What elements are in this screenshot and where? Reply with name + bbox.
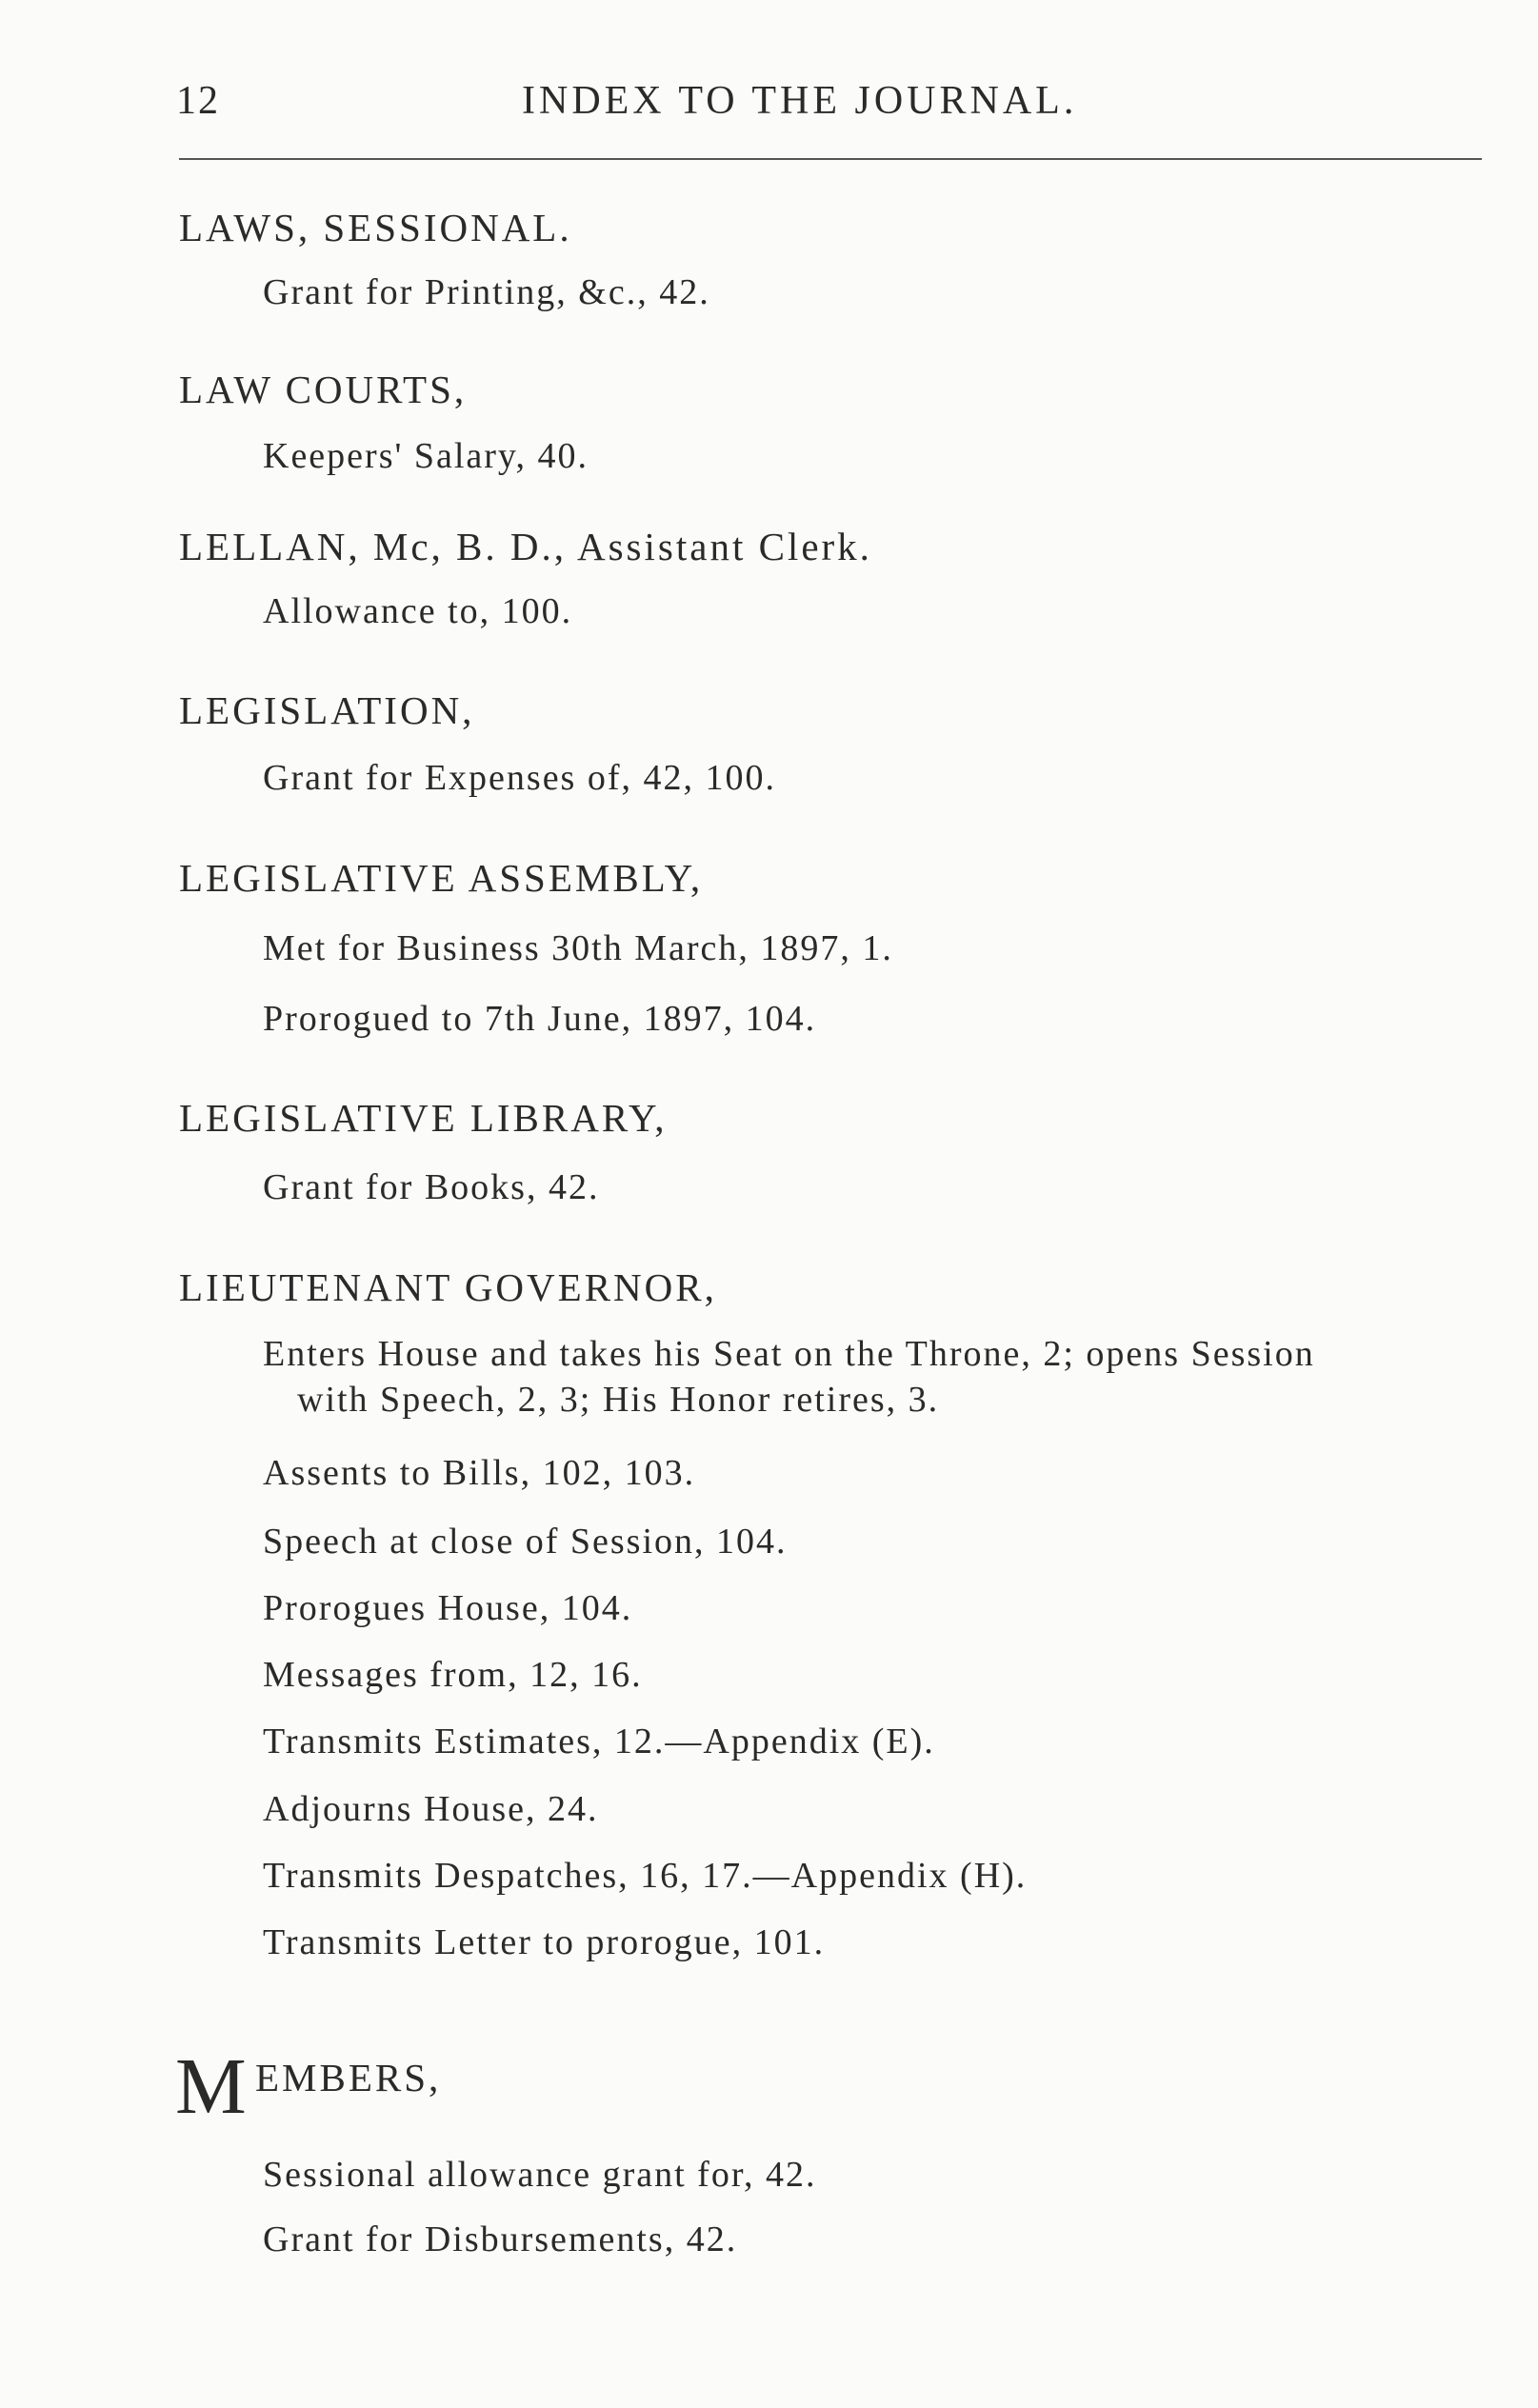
index-heading: LAW COURTS, — [179, 368, 468, 411]
index-subentry: Transmits Letter to prorogue, 101. — [263, 1922, 826, 1962]
index-subentry: Sessional allowance grant for, 42. — [263, 2155, 817, 2195]
index-heading: EMBERS, — [255, 2056, 442, 2100]
index-subentry: Assents to Bills, 102, 103. — [263, 1453, 696, 1493]
running-head: INDEX TO THE JOURNAL. — [522, 79, 1078, 123]
index-subentry-continued: with Speech, 2, 3; His Honor retires, 3. — [297, 1380, 940, 1420]
index-subentry: Grant for Expenses of, 42, 100. — [263, 758, 777, 798]
page-number: 12 — [176, 79, 220, 123]
index-heading: LELLAN, Mc, B. D., Assistant Clerk. — [179, 525, 872, 568]
index-subentry: Transmits Despatches, 16, 17.—Appendix (H). — [263, 1856, 1028, 1896]
index-subentry: Met for Business 30th March, 1897, 1. — [263, 928, 893, 968]
index-subentry: Grant for Printing, &c., 42. — [263, 272, 710, 312]
index-subentry: Prorogues House, 104. — [263, 1588, 633, 1628]
drop-cap: M — [175, 2042, 247, 2131]
index-subentry: Allowance to, 100. — [263, 591, 573, 631]
index-heading: LAWS, SESSIONAL. — [179, 206, 572, 249]
index-subentry: Speech at close of Session, 104. — [263, 1522, 788, 1562]
index-heading: LEGISLATION, — [179, 688, 475, 732]
index-heading: LEGISLATIVE ASSEMBLY, — [179, 856, 704, 900]
members-heading — [175, 2042, 556, 2133]
index-subentry: Grant for Disbursements, 42. — [263, 2219, 738, 2259]
index-subentry: Adjourns House, 24. — [263, 1789, 599, 1829]
index-subentry: Keepers' Salary, 40. — [263, 436, 589, 476]
index-heading: LEGISLATIVE LIBRARY, — [179, 1096, 668, 1140]
index-heading: LIEUTENANT GOVERNOR, — [179, 1265, 717, 1309]
index-subentry: Grant for Books, 42. — [263, 1167, 600, 1207]
index-subentry: Enters House and takes his Seat on the Throne, 2; opens Session — [263, 1334, 1315, 1374]
index-subentry: Transmits Estimates, 12.—Appendix (E). — [263, 1721, 935, 1761]
index-subentry: Prorogued to 7th June, 1897, 104. — [263, 999, 817, 1039]
index-subentry: Messages from, 12, 16. — [263, 1655, 643, 1695]
